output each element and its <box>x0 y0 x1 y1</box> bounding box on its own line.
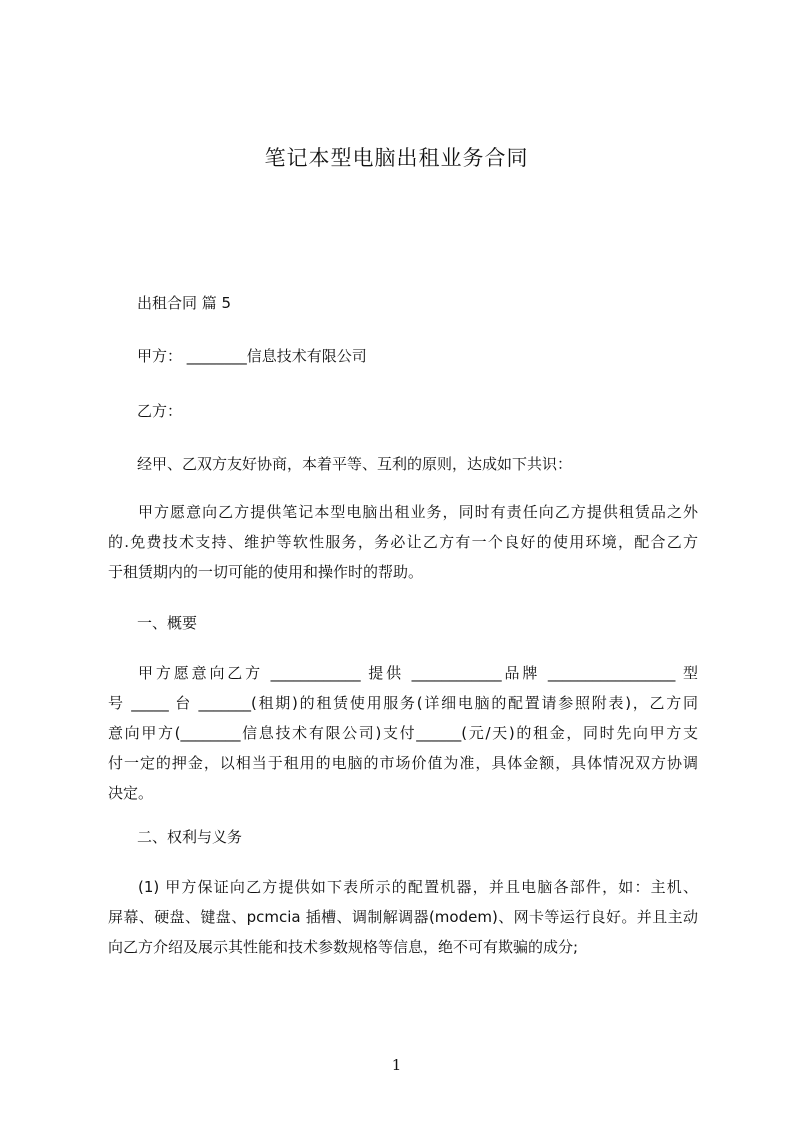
contract-subtitle: 出租合同 篇 5 <box>137 294 232 312</box>
paragraph-line: 屏幕、硬盘、键盘、pcmcia 插槽、调制解调器(modem)、网卡等运行良好。并且主动 <box>108 908 698 926</box>
paragraph-service-provision <box>108 497 698 587</box>
paragraph-line: 向乙方介绍及展示其性能和技术参数规格等信息，绝不可有欺骗的成分; <box>108 938 579 956</box>
paragraph-line: 决定。 <box>108 784 154 802</box>
paragraph-overview <box>108 658 698 808</box>
document-title: 笔记本型电脑出租业务合同 <box>264 146 529 170</box>
paragraph-rights-item-1 <box>108 872 698 962</box>
section-heading-rights-obligations: 二、权利与义务 <box>137 828 243 846</box>
paragraph-line: 付一定的押金，以相当于租用的电脑的市场价值为准，具体金额，具体情况双方协调 <box>108 754 698 772</box>
intro-line: 经甲、乙双方友好协商，本着平等、互利的原则，达成如下共识： <box>137 455 573 473</box>
paragraph-line: 于租赁期内的一切可能的使用和操作时的帮助。 <box>108 563 424 581</box>
paragraph-line: 甲方愿意向乙方提供笔记本型电脑出租业务，同时有责任向乙方提供租赁品之外 <box>138 503 698 521</box>
paragraph-line: 的.免费技术支持、维护等软性服务，务必让乙方有一个良好的使用环境，配合乙方 <box>108 533 698 551</box>
page-number: 1 <box>391 1056 402 1074</box>
paragraph-line: 意向甲方(________信息技术有限公司)支付______(元/天)的租金，同时先向甲方支 <box>108 724 698 742</box>
paragraph-line: 号 _____ 台 _______(租期)的租赁使用服务(详细电脑的配置请参照附表)，乙方同 <box>108 694 698 712</box>
party-a-line: 甲方： ________信息技术有限公司 <box>137 347 367 365</box>
paragraph-line: 甲方愿意向乙方 ____________ 提供 ____________品牌 _________________ 型 <box>138 664 698 682</box>
section-heading-overview: 一、概要 <box>137 614 198 632</box>
party-b-line: 乙方： <box>137 402 183 420</box>
paragraph-line: (1) 甲方保证向乙方提供如下表所示的配置机器，并且电脑各部件，如：主机、 <box>138 878 698 896</box>
